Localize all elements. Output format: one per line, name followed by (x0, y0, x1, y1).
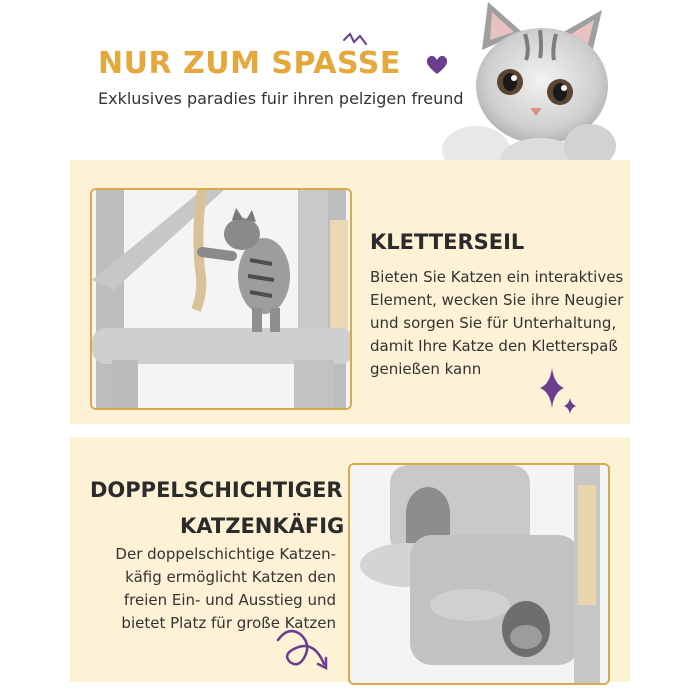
page-title: NUR ZUM SPASSE (98, 46, 401, 81)
text-line: und sorgen Sie für Unterhaltung, (370, 314, 617, 332)
page-subtitle: Exklusives paradies fuir ihren pelzigen freund (98, 89, 464, 108)
text-line: käfig ermöglicht Katzen den (125, 568, 336, 586)
section-text-cage (112, 543, 336, 635)
section-text-rope (370, 266, 623, 381)
kitten-photo (430, 0, 630, 180)
sparkle-lines-icon (340, 30, 370, 56)
section-title-cage-line1: DOPPELSCHICHTIGER (90, 478, 343, 502)
section-title-cage-line2: KATZENKÄFIG (180, 514, 345, 538)
section-title-rope: KLETTERSEIL (370, 230, 525, 254)
text-line: Element, wecken Sie ihre Neugier (370, 291, 624, 309)
sparkle-star-icon (538, 364, 580, 416)
rope-photo (90, 188, 352, 410)
text-line: freien Ein- und Ausstieg und (123, 591, 336, 609)
text-line: damit Ihre Katze den Kletterspaß (370, 337, 618, 355)
text-line: bietet Platz für große Katzen (121, 614, 336, 632)
swirl-arrow-icon (274, 624, 338, 680)
cage-photo (348, 463, 610, 685)
text-line: Bieten Sie Katzen ein interaktives (370, 268, 624, 286)
text-line: Der doppelschichtige Katzen- (115, 545, 336, 563)
text-line: genießen kann (370, 360, 482, 378)
